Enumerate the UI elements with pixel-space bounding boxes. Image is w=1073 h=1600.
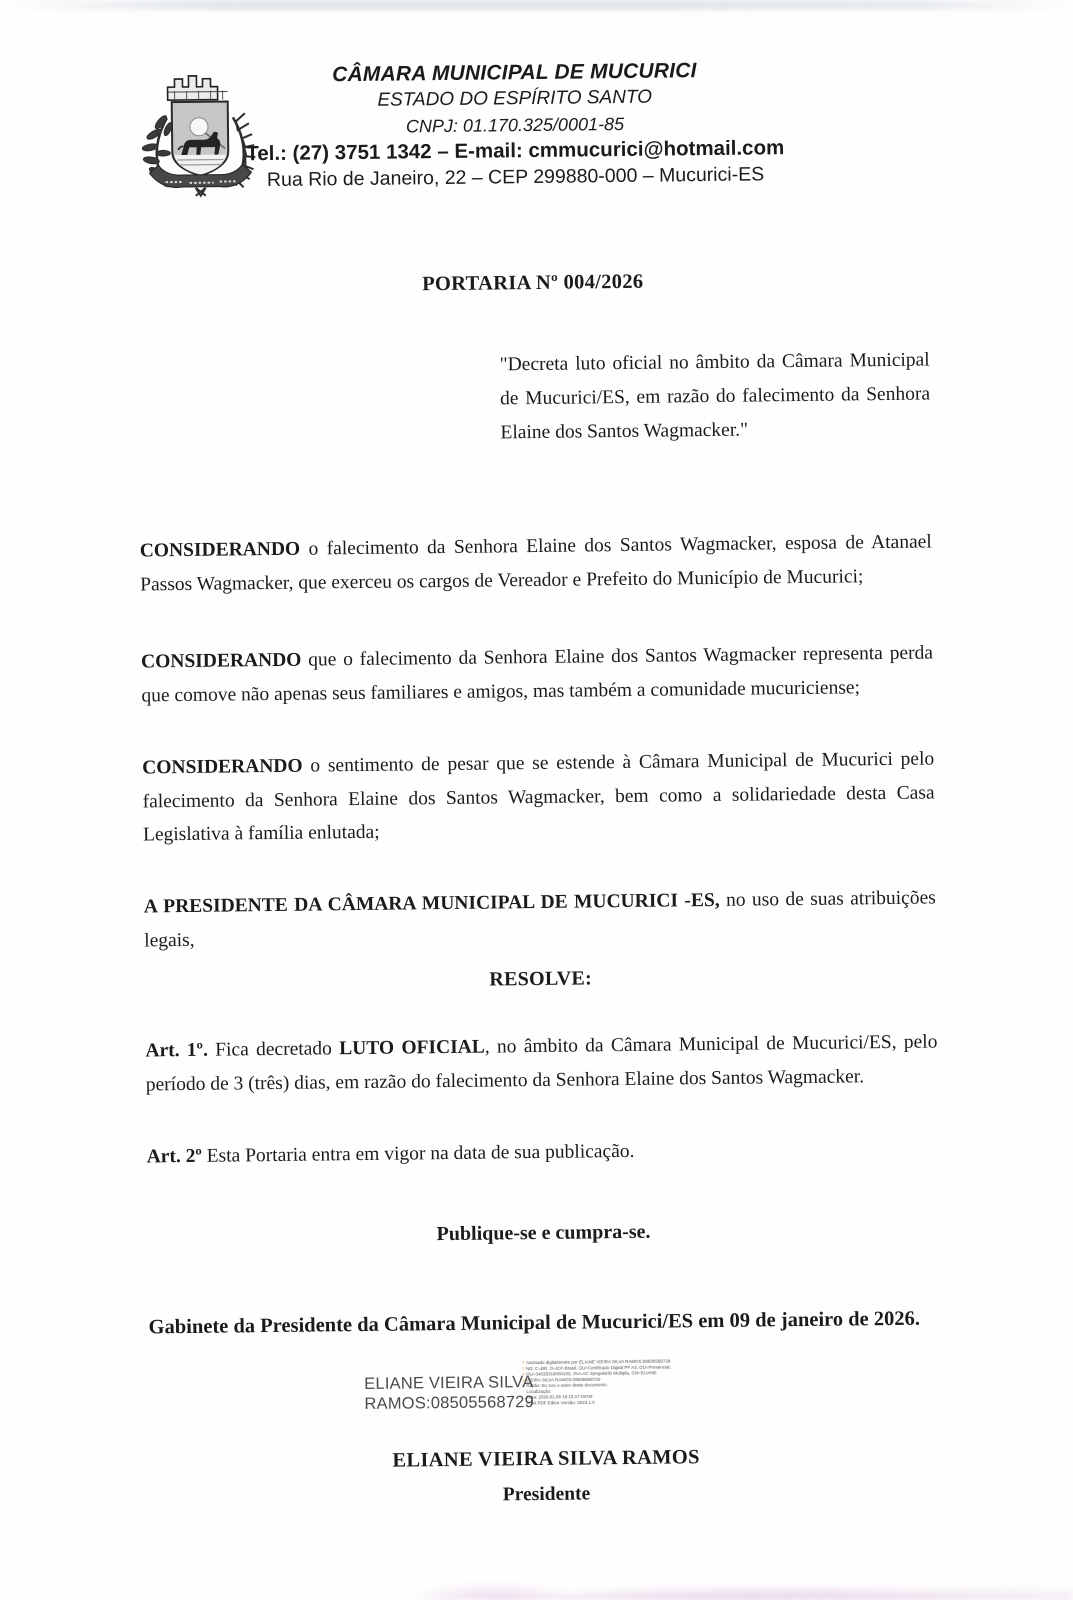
stamp-line: Razão: Eu sou o autor deste documento: [526, 1382, 607, 1389]
org-name: CÂMARA MUNICIPAL DE MUCURICI: [332, 59, 697, 87]
article-1: [145, 1025, 938, 1102]
considerando-2-lead: CONSIDERANDO: [140, 649, 302, 673]
document-title: PORTARIA Nº 004/2026: [422, 270, 644, 296]
authority-clause: [144, 881, 937, 958]
org-contact: Tel.: (27) 3751 1342 – E-mail: cmmucurici@hotmail.com: [246, 136, 785, 166]
stamp-line: Data: 2026.01.09 16:15:17-03'00': [526, 1393, 593, 1400]
stamp-line: OU=34028316000103, OU=AC SyngularID Multipla, CN=ELIANE: [526, 1370, 657, 1377]
considerando-2-text: que o falecimento da Senhora Elaine dos Santos Wagmacker representa perda que comove não apenas seus familiares e amigos, mas também a comunidade mucuriciense;: [141, 642, 934, 706]
article-2-text: Esta Portaria entra em vigor na data de sua publicação.: [201, 1140, 635, 1167]
stamp-line: Localização:: [526, 1388, 552, 1394]
considerando-3-lead: CONSIDERANDO: [142, 755, 303, 779]
article-2: [147, 1137, 939, 1168]
considerando-1-text: o falecimento da Senhora Elaine dos Santos Wagmacker, esposa de Atanael Passos Wagmacker, que exerceu os cargos de Vereador e Prefeito do Município de Mucurici;: [140, 531, 932, 595]
article-1-post: , no âmbito da Câmara Municipal de Mucurici/ES, pelo período de 3 (três) dias, em razão do falecimento da Senhora Elaine dos Santos Wagmacker.: [145, 1031, 938, 1096]
considerando-1-lead: CONSIDERANDO: [139, 538, 301, 562]
article-1-lead: Art. 1º.: [145, 1039, 209, 1062]
considerando-2: [141, 636, 934, 712]
certificate-marks: [522, 1361, 525, 1385]
stamp-line: Assinado digitalmente por ELIANE VIEIRA SILVA RAMOS:08505568729: [525, 1358, 671, 1366]
considerando-1: [140, 525, 933, 601]
authority-text: no uso de suas atribuições legais,: [144, 887, 936, 952]
article-1-pre: Fica decretado: [207, 1038, 340, 1061]
resolve-label: RESOLVE:: [489, 967, 593, 991]
org-cnpj: CNPJ: 01.170.325/0001-85: [405, 113, 625, 137]
stamp-line: ND: C=BR, O=ICP-Brasil, OU=Certificado Digital PF A3, OU=Presencial,: [526, 1364, 671, 1371]
issued-line: Gabinete da Presidente da Câmara Municipal de Mucurici/ES em 09 de janeiro de 2026.: [148, 1307, 921, 1339]
article-2-lead: Art. 2º: [146, 1145, 202, 1168]
closing-order: Publique-se e cumpra-se.: [436, 1220, 651, 1246]
scan-artifact-bottom: [0, 1558, 1073, 1600]
authority-lead: A PRESIDENTE DA CÂMARA MUNICIPAL DE MUCURICI -ES,: [143, 889, 720, 918]
article-1-emphasis: LUTO OFICIAL: [339, 1036, 485, 1060]
stamp-line: Foxit PDF Editor Versão: 2023.1.0: [526, 1399, 595, 1406]
considerando-3-text: o sentimento de pesar que se estende à Câmara Municipal de Mucurici pelo falecimento da Senhora Elaine dos Santos Wagmacker, bem como a solidariedade desta Casa Legislativa à família enlutada;: [142, 748, 935, 846]
org-address: Rua Rio de Janeiro, 22 – CEP 299880-000 – Mucurici-ES: [266, 163, 765, 192]
summary-quote: "Decreta luto oficial no âmbito da Câmara Municipal de Mucurici/ES, em razão do falecimento da Senhora Elaine dos Santos Wagmacker.": [499, 349, 931, 444]
signer-title: Presidente: [502, 1483, 591, 1506]
org-state: ESTADO DO ESPÍRITO SANTO: [377, 86, 653, 111]
digital-signature-line2: RAMOS:08505568729: [364, 1393, 535, 1413]
signer-name: ELIANE VIEIRA SILVA RAMOS: [392, 1446, 700, 1472]
stamp-line: VIEIRA SILVA RAMOS:08505568729: [526, 1376, 601, 1383]
digital-signature-line1: ELIANE VIEIRA SILVA: [364, 1373, 534, 1393]
considerando-3: [142, 742, 935, 851]
letterhead: [169, 56, 860, 194]
